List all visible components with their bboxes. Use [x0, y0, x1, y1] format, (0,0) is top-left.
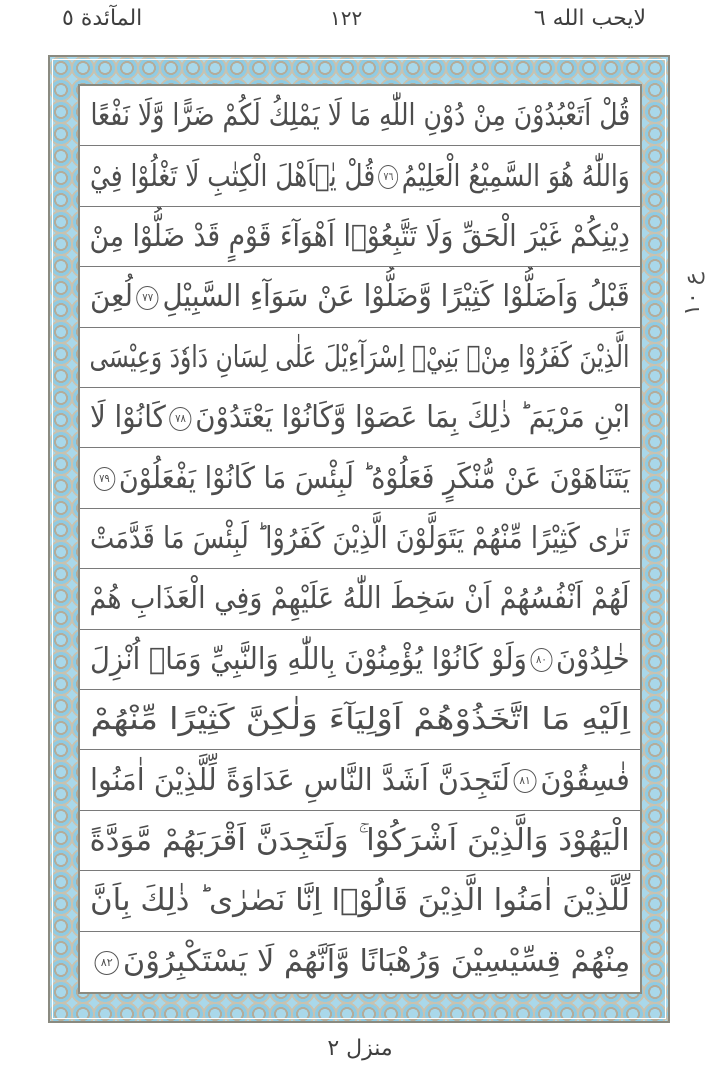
- verse-line: [80, 871, 640, 931]
- verse-text: [90, 98, 630, 133]
- verse-line: [80, 690, 640, 750]
- verse-line: [80, 811, 640, 871]
- verse-text-segment: لَتَجِدَنَّ اَشَدَّ النَّاسِ عَدَاوَةً لِّلَّذِيْنَ اٰمَنُوا: [90, 762, 510, 798]
- verse-line: [80, 630, 640, 690]
- verse-text-segment: فٰسِقُوْنَ: [540, 762, 630, 798]
- ayah-number-marker: ٧٦: [379, 165, 399, 189]
- verse-text-segment: لِّلَّذِيْنَ اٰمَنُوا الَّذِيْنَ قَالُوْۤا اِنَّا نَصٰرٰى ؕ ذٰلِكَ بِاَنَّ: [90, 883, 630, 919]
- verse-text-segment: يَتَنَاهَوْنَ عَنْ مُّنْكَرٍ فَعَلُوْهُ ؕ لَبِئْسَ مَا كَانُوْا يَفْعَلُوْنَ: [118, 460, 630, 496]
- verse-line: [80, 267, 640, 327]
- verse-text-segment: اِلَيْهِ مَا اتَّخَذُوْهُمْ اَوْلِيَآءَ وَلٰكِنَّ كَثِيْرًا مِّنْهُمْ: [90, 702, 630, 738]
- ayah-number-marker: ٨٠: [531, 648, 553, 672]
- verse-text: [90, 702, 630, 737]
- verse-text: [90, 642, 630, 677]
- verse-text: [90, 521, 630, 556]
- verse-text-segment: وَلَوْ كَانُوْا يُؤْمِنُوْنَ بِاللّٰهِ وَالنَّبِيِّ وَمَاۤ اُنْزِلَ: [90, 641, 527, 677]
- verse-line: [80, 569, 640, 629]
- verse-text-segment: دِيْنِكُمْ غَيْرَ الْحَقِّ وَلَا تَتَّبِعُوْۤا اَهْوَآءَ قَوْمٍ قَدْ ضَلُّوْا مِنْ: [89, 218, 631, 254]
- verse-text-segment: وَاللّٰهُ هُوَ السَّمِيْعُ الْعَلِيْمُ: [401, 158, 630, 194]
- manzil-footer: منزل ٢: [327, 1036, 393, 1061]
- verse-line: [80, 932, 640, 992]
- verse-text-segment: قُلْ اَتَعْبُدُوْنَ مِنْ دُوْنِ اللّٰهِ مَا لَا يَمْلِكُ لَكُمْ ضَرًّا وَّلَا نَفْعًا: [90, 98, 630, 134]
- page-number: ١٢٢: [330, 6, 363, 30]
- surah-name-header: المآئدة ٥: [62, 6, 143, 31]
- verse-text-segment: ابْنِ مَرْيَمَ ؕ ذٰلِكَ بِمَا عَصَوْا وَّكَانُوْا يَعْتَدُوْنَ: [195, 400, 631, 436]
- verse-text: [90, 340, 630, 375]
- verse-line: [80, 388, 640, 448]
- verse-text-segment: لُعِنَ: [90, 279, 134, 315]
- ayah-number-marker: ٧٧: [137, 286, 159, 310]
- ayah-number-marker: ٨٢: [94, 951, 118, 975]
- verse-line: [80, 86, 640, 146]
- verse-text-segment: قُلْ يٰۤاَهْلَ الْكِتٰبِ لَا تَغْلُوْا فِيْ: [90, 158, 376, 194]
- verse-text: [90, 159, 630, 194]
- verse-line: [80, 448, 640, 508]
- verse-line: [80, 146, 640, 206]
- ayah-number-marker: ٧٩: [94, 467, 116, 491]
- verse-text: [90, 461, 630, 496]
- ruku-marker: ع ١٠: [680, 272, 705, 316]
- verse-text-segment: الْيَهُوْدَ وَالَّذِيْنَ اَشْرَكُوْا ۚ وَلَتَجِدَنَّ اَقْرَبَهُمْ مَّوَدَّةً: [89, 822, 631, 858]
- verse-text: [90, 883, 630, 918]
- ayah-number-marker: ٧٨: [169, 407, 191, 431]
- verse-line: [80, 207, 640, 267]
- ayah-number-marker: ٨١: [514, 769, 537, 793]
- verse-text: [90, 823, 630, 858]
- verse-text-segment: الَّذِيْنَ كَفَرُوْا مِنْۢ بَنِيْۤ اِسْرَآءِيْلَ عَلٰى لِسَانِ دَاوٗدَ وَعِيْسَى: [89, 339, 631, 375]
- verse-text: [90, 279, 630, 314]
- juz-name-header: لايحب الله ٦: [533, 6, 646, 31]
- verse-text: [90, 400, 630, 435]
- verse-line: [80, 509, 640, 569]
- verse-text-segment: خٰلِدُوْنَ: [556, 641, 630, 677]
- verse-text-segment: قَبْلُ وَاَضَلُّوْا كَثِيْرًا وَّضَلُّوْا عَنْ سَوَآءِ السَّبِيْلِ: [162, 279, 630, 315]
- verse-text: [90, 581, 630, 616]
- verse-text-segment: تَرٰى كَثِيْرًا مِّنْهُمْ يَتَوَلَّوْنَ الَّذِيْنَ كَفَرُوْا ؕ لَبِئْسَ مَا قَدَّمَتْ: [90, 520, 630, 556]
- verse-text: [90, 944, 630, 979]
- verse-text-segment: لَهُمْ اَنْفُسُهُمْ اَنْ سَخِطَ اللّٰهُ عَلَيْهِمْ وَفِي الْعَذَابِ هُمْ: [89, 581, 631, 617]
- verse-line: [80, 328, 640, 388]
- verse-text: [90, 219, 630, 254]
- verse-text-segment: مِنْهُمْ قِسِّيْسِيْنَ وَرُهْبَانًا وَّاَنَّهُمْ لَا يَسْتَكْبِرُوْنَ: [122, 944, 630, 980]
- text-area: [78, 84, 642, 994]
- verse-text-segment: كَانُوْا لَا: [89, 400, 166, 436]
- verse-text: [90, 763, 630, 798]
- verse-line: [80, 750, 640, 810]
